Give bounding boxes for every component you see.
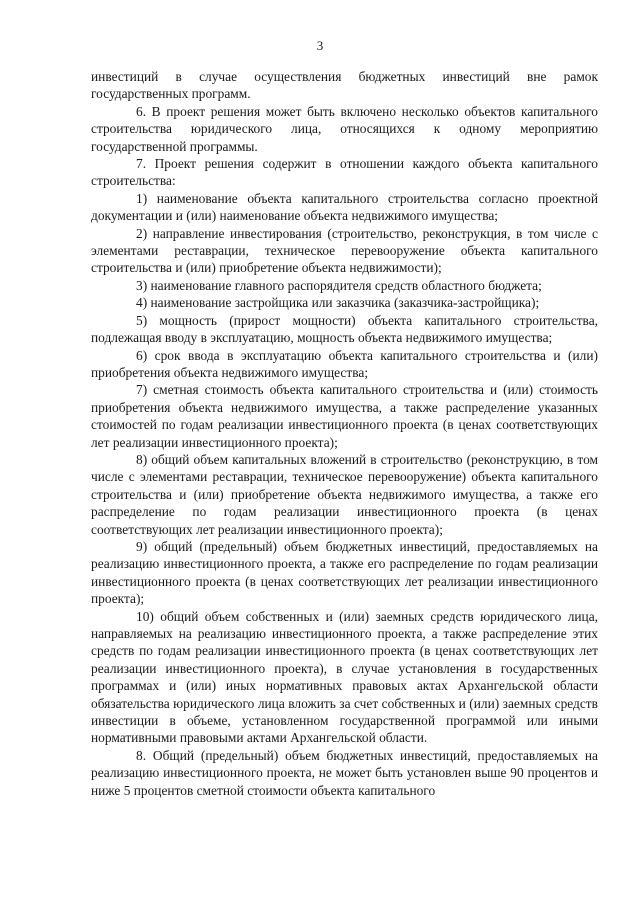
subitem-2: 2) направление инвестирования (строительство, реконструкция, в том числе с элементами реставрации, техническое перевооружение объекта капитального строительства и (или) приобретение объекта недвижимости); <box>91 225 598 276</box>
subitem-6: 6) срок ввода в эксплуатацию объекта капитального строительства и (или) приобретения объекта недвижимого имущества; <box>91 347 598 380</box>
subitem-5: 5) мощность (прирост мощности) объекта капитального строительства, подлежащая вводу в эксплуатацию, мощность объекта недвижимого имущества; <box>91 312 598 346</box>
subitem-3: 3) наименование главного распорядителя средств областного бюджета; <box>136 277 542 293</box>
page-number: 3 <box>316 38 324 53</box>
paragraph-item-6: 6. В проект решения может быть включено несколько объектов капитального строительства юридического лица, относящихся к одному мероприятию государственной программы. <box>91 103 598 154</box>
subitem-4: 4) наименование застройщика или заказчика (заказчика-застройщика); <box>136 295 540 311</box>
subitem-9: 9) общий (предельный) объем бюджетных инвестиций, предоставляемых на реализацию инвестиционного проекта, а также его распределение по годам реализации инвестиционного проекта (в ценах соответствующих лет реализации инвестиционного проекта); <box>91 538 598 607</box>
subitem-7: 7) сметная стоимость объекта капитального строительства и (или) стоимость приобретения объекта недвижимого имущества, а также распределение указанных стоимостей по годам реализации инвестиционного проекта (в ценах соответствующих лет реализации инвестиционного проекта); <box>91 382 598 450</box>
paragraph-item-8: 8. Общий (предельный) объем бюджетных инвестиций, предоставляемых на реализацию инвестиционного проекта, не может быть установлен выше 90 процентов и ниже 5 процентов сметной стоимости объекта капитального <box>91 747 598 798</box>
subitem-10: 10) общий объем собственных и (или) заемных средств юридического лица, направляемых на реализацию инвестиционного проекта, а также распределение этих средств по годам реализации инвестиционного проекта (в ценах соответствующих лет реализации инвестиционного проекта), в случае установления в государственных программах и (или) иных нормативных правовых актах Архангельской области обязательства юридического лица вложить за счет собственных и (или) заемных средств инвестиции в объеме, установленном государственной программой или иными нормативными правовыми актами Архангельской области. <box>91 608 598 746</box>
document-body <box>91 68 598 799</box>
subitem-1: 1) наименование объекта капитального строительства согласно проектной документации и (или) наименование объекта недвижимого имущества; <box>91 190 598 224</box>
paragraph-item-7: 7. Проект решения содержит в отношении каждого объекта капитального строительства: <box>91 156 598 189</box>
paragraph-continuation: инвестиций в случае осуществления бюджетных инвестиций вне рамок государственных программ. <box>91 69 598 102</box>
subitem-8: 8) общий объем капитальных вложений в строительство (реконструкцию, в том числе с элементами реставрации, техническое перевооружение) объекта капитального строительства и (или) приобретение объекта недвижимого имущества, а также его распределение по годам реализации инвестиционного проекта (в ценах соответствующих лет реализации инвестиционного проекта); <box>91 451 598 537</box>
